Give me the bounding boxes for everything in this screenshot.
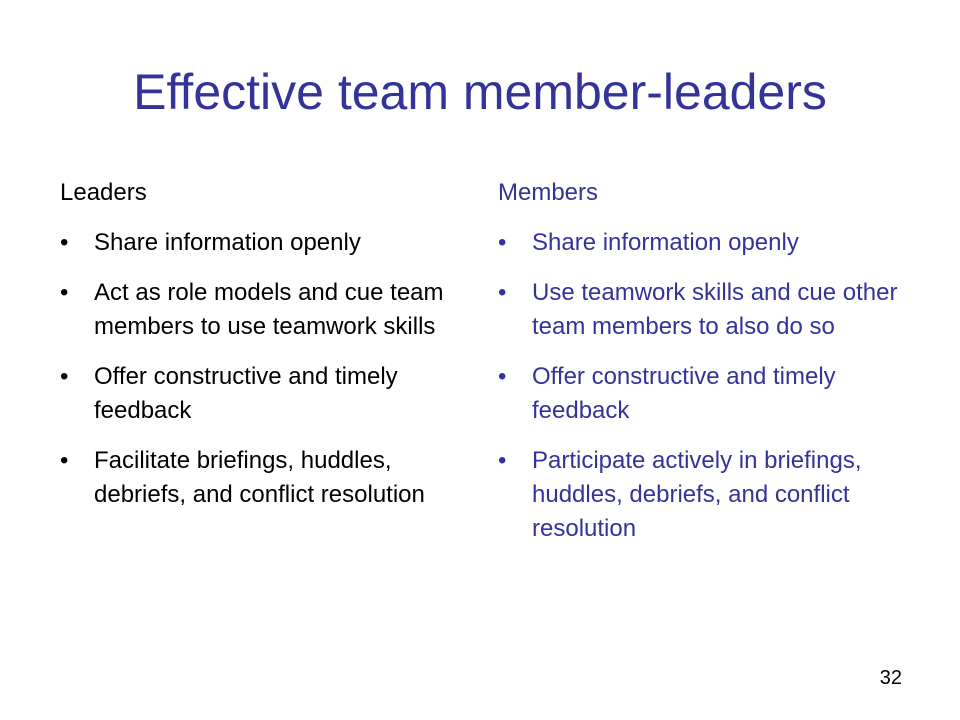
bullet-icon: • bbox=[60, 363, 69, 390]
leaders-bullet-item bbox=[60, 276, 460, 344]
bullet-icon: • bbox=[60, 229, 69, 256]
bullet-icon: • bbox=[498, 279, 507, 306]
leaders-bullet-list bbox=[60, 226, 460, 512]
slide-number: 32 bbox=[879, 667, 902, 689]
members-heading: Members bbox=[498, 179, 599, 206]
members-bullet-text: Share information openly bbox=[532, 229, 799, 256]
leaders-column bbox=[60, 176, 460, 528]
members-column bbox=[498, 176, 898, 562]
members-bullet-item bbox=[498, 226, 898, 260]
members-bullet-item bbox=[498, 444, 898, 546]
leaders-bullet-item bbox=[60, 360, 460, 428]
members-bullet-text: Participate actively in briefings, huddles, debriefs, and conflict resolution bbox=[532, 447, 862, 542]
bullet-icon: • bbox=[498, 363, 507, 390]
leaders-bullet-text: Act as role models and cue team members to use teamwork skills bbox=[94, 279, 444, 340]
members-bullet-item bbox=[498, 276, 898, 344]
members-bullet-list bbox=[498, 226, 898, 546]
leaders-bullet-text: Facilitate briefings, huddles, debriefs, and conflict resolution bbox=[94, 447, 425, 508]
bullet-icon: • bbox=[498, 229, 507, 256]
leaders-bullet-text: Offer constructive and timely feedback bbox=[94, 363, 398, 424]
leaders-bullet-item bbox=[60, 444, 460, 512]
bullet-icon: • bbox=[60, 279, 69, 306]
members-bullet-text: Use teamwork skills and cue other team members to also do so bbox=[532, 279, 898, 340]
bullet-icon: • bbox=[60, 447, 69, 474]
members-bullet-text: Offer constructive and timely feedback bbox=[532, 363, 836, 424]
bullet-icon: • bbox=[498, 447, 507, 474]
members-bullet-item bbox=[498, 360, 898, 428]
slide-title: Effective team member-leaders bbox=[133, 64, 827, 120]
leaders-heading: Leaders bbox=[60, 179, 147, 206]
leaders-bullet-item bbox=[60, 226, 460, 260]
leaders-bullet-text: Share information openly bbox=[94, 229, 361, 256]
